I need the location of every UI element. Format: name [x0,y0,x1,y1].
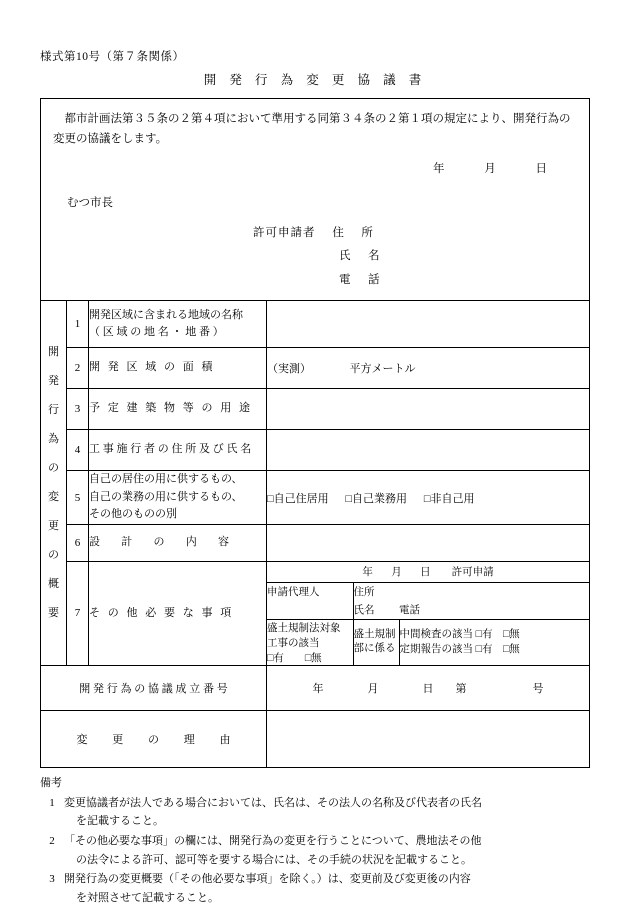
side-label-c6: 更 [48,520,59,533]
row-number: 7 [67,561,89,665]
form-number: 様式第10号（第７条関係） [40,51,185,63]
reason-value[interactable] [267,710,590,767]
table-row [41,430,590,471]
note-text [64,870,590,907]
agent-tel-label: 電話 [399,605,420,617]
row-label [89,348,267,389]
row-value[interactable]: （実測） 平方メートル [267,348,590,389]
row-label [89,430,267,471]
item7-permit-row [267,562,589,583]
intro-year: 年 [433,163,445,176]
intro-date-line [53,159,577,179]
note-line1: 変更協議者が法人である場合においては、氏名は、その法人の名称及び代表者の氏名 [64,796,482,809]
intro-day: 日 [535,163,547,176]
agreement-row [41,665,590,710]
row-value[interactable] [267,301,590,348]
note-text [64,794,590,831]
row-label [89,561,267,665]
side-label-c4: の [48,462,59,475]
row-number: 3 [67,389,89,430]
note-item [40,794,590,831]
intro-block [41,99,589,300]
row-label-line1: そ の 他 必 要 な 事 項 [89,606,234,619]
row-label [89,471,267,525]
side-label-c2: 行 [48,404,59,417]
morido-label: 盛土規制法対象 [267,622,341,634]
side-label-c9: 要 [48,607,59,620]
reason-label: 変 更 の 理 由 [41,710,267,767]
permit-year: 年 [362,567,373,579]
note-number: 2 [49,835,55,848]
applicant-address-row [253,222,577,246]
row-label-line1: 予 定 建 築 物 等 の 用 途 [89,402,253,415]
table-row [41,301,590,348]
note-number: 1 [49,796,55,809]
document-title: 開 発 行 為 変 更 協 議 書 [203,73,427,87]
row-label-line1: 自己の居住の用に供するもの、 [89,473,243,486]
note-line2: の法令による許可、認可等を要する場合には、その手続の状況を記載すること。 [76,853,472,866]
side-label-c8: 概 [48,578,59,591]
side-label-c1: 発 [48,375,59,388]
row-label-line1: 工 事 施 行 者 の 住 所 及 び 氏 名 [89,443,252,456]
permit-date-line [267,562,589,583]
note-line2: を対照させて記載すること。 [76,892,219,905]
applicant-title: 許可申請者 [253,226,316,239]
checkbox-self-residence[interactable]: □自己住居用 [267,492,329,505]
checkbox-non-self[interactable]: □非自己用 [423,492,475,505]
row-number: 6 [67,524,89,561]
checkbox-self-business[interactable]: □自己業務用 [345,492,408,505]
intro-month: 月 [484,163,496,176]
row-label-line1: 開発区域に含まれる地域の名称 [89,308,243,321]
note-line1: 開発行為の変更概要（「その他必要な事項」を除く。）は、変更前及び変更後の内容 [64,873,471,886]
item7-agent-name-row [267,601,589,620]
applicant-name-row [253,245,577,269]
addressee: むつ市長 [67,197,113,210]
row-number: 1 [67,301,89,348]
morido-sub: 盛土規制部に係る [353,619,399,665]
agreement-value[interactable]: 年 月 日 第 号 [267,665,590,710]
table-row [41,561,590,665]
row-label-line1: 開 発 区 域 の 面 積 [89,361,215,374]
notes-section [40,774,590,908]
row-number: 2 [67,348,89,389]
inspection-label: 中間検査の該当 [399,629,473,641]
inspection-row [400,627,590,642]
side-label-c0: 開 [48,346,59,359]
applicant-tel-row [253,269,577,293]
agent-address-label: 住所 [353,582,399,601]
side-label-c7: の [48,549,59,562]
note-text [64,832,590,869]
morido-checks-block [399,619,589,665]
row-value-checkboxes [267,471,590,525]
inspection-checks[interactable]: □有 □無 [475,629,520,641]
table-row [41,471,590,525]
item7-moridо-row [267,619,589,665]
reason-row [41,710,590,767]
notes-heading: 備考 [40,776,62,789]
final-label: 定期報告の該当 [399,644,473,656]
table-row [41,348,590,389]
agreement-label: 開 発 行 為 の 協 議 成 立 番 号 [41,665,267,710]
work-checks[interactable]: □有 □無 [267,652,322,664]
main-form-table [40,98,590,768]
row7-value-cell [267,561,590,665]
permit-day: 日 [420,567,431,579]
agent-spacer [267,601,353,620]
note-number: 3 [49,873,55,886]
note-line1: 「その他必要な事項」の欄には、開発行為の変更を行うことについて、農地法その他 [64,835,482,848]
row-value[interactable] [267,430,590,471]
work-label: 工事の該当 [267,637,320,649]
permit-month: 月 [391,567,402,579]
row-label-line2: 自己の業務の用に供するもの、 [89,490,243,503]
note-item [40,870,590,907]
applicant-address-label: 住 所 [332,226,376,239]
intro-row [41,99,590,301]
permit-application-label: 許可申請 [451,567,494,579]
side-label-c3: 為 [48,433,59,446]
row-label-line3: その他のものの別 [89,508,177,521]
note-item [40,832,590,869]
row-value[interactable] [267,524,590,561]
applicant-tel-label: 電 話 [339,273,383,286]
morido-block [267,619,353,665]
row-number: 5 [67,471,89,525]
agent-name-label: 氏名 [353,605,375,617]
table-row [41,389,590,430]
row-label [89,301,267,348]
row-value[interactable] [267,389,590,430]
side-label-cell [41,301,67,666]
row-label-line2: （ 区 域 の 地 名 ・ 地 番 ） [89,326,224,339]
final-row [400,642,590,657]
agent-label: 申請代理人 [267,582,353,601]
final-checks[interactable]: □有 □無 [475,644,520,656]
item7-inner-table [267,562,589,665]
table-row [41,524,590,561]
row-number: 4 [67,430,89,471]
item7-agent-address-row [267,582,589,601]
row-label [89,524,267,561]
row-label-line1: 設 計 の 内 容 [89,536,232,549]
applicant-name-label: 氏 名 [339,250,383,263]
note-line2: を記載すること。 [76,815,164,828]
row-label [89,389,267,430]
intro-text: 都市計画法第３５条の２第４項において準用する同第３４条の２第１項の規定により、開発行為の変更の協議をします。 [53,113,571,146]
agent-address-value[interactable] [399,582,589,601]
side-label-c5: 変 [48,491,59,504]
applicant-block [53,222,577,293]
